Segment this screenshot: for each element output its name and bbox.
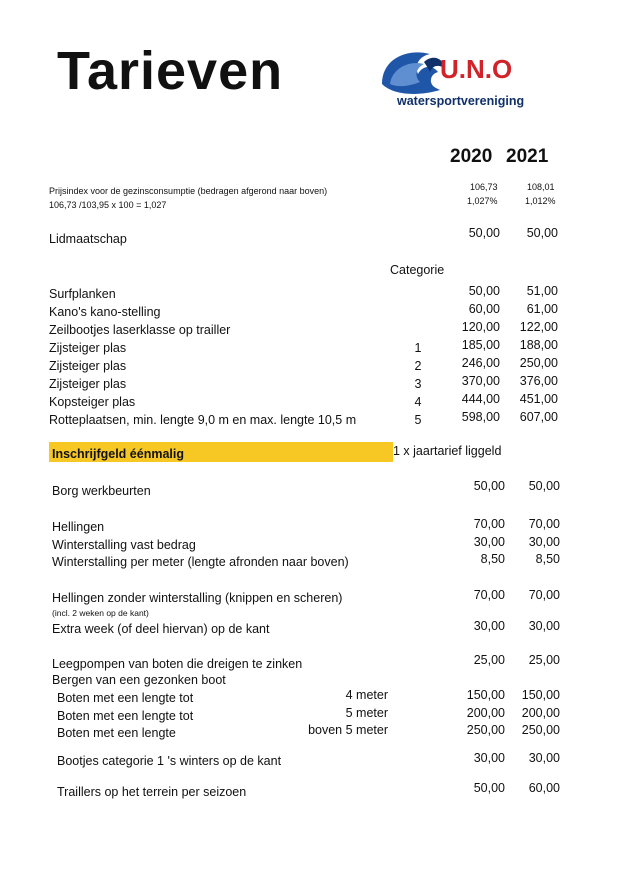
bootjes-2021: 30,00 [528, 751, 560, 765]
membership-2020: 50,00 [468, 226, 500, 240]
year-2021-header: 2021 [506, 146, 549, 167]
tariff-row-label: Zijsteiger plas [49, 377, 127, 391]
bergen-label: Bergen van een gezonken boot [52, 673, 226, 687]
tariff-row-category: 2 [414, 359, 422, 373]
tariff-row-label: Kopsteiger plas [49, 395, 136, 409]
extra-week-label: Extra week (of deel hiervan) op de kant [52, 622, 270, 636]
membership-label: Lidmaatschap [49, 232, 127, 246]
leegpompen-label: Leegpompen van boten die dreigen te zinken [52, 657, 303, 671]
leegpompen-2021: 25,00 [528, 653, 560, 667]
traillers-label: Traillers op het terrein per seizoen [57, 785, 247, 799]
tariff-row-label: Rotteplaatsen, min. lengte 9,0 m en max. lengte 10,5 m [49, 413, 357, 427]
leegpompen-2020: 25,00 [473, 653, 505, 667]
tariff-row-2020: 598,00 [461, 410, 500, 424]
tariff-row-2020: 246,00 [461, 356, 500, 370]
index-pct-2020: 1,027% [467, 196, 498, 206]
index-pct-2021: 1,012% [525, 196, 556, 206]
boat-row-2021: 250,00 [521, 723, 560, 737]
tariff-row-2021: 61,00 [526, 302, 558, 316]
hellingen-zonder-note: (incl. 2 weken op de kant) [52, 608, 149, 618]
logo-subtitle: watersportvereniging [397, 94, 525, 108]
storage-row-2021: 8,50 [535, 552, 560, 566]
bootjes-2020: 30,00 [473, 751, 505, 765]
storage-row-label: Hellingen [52, 520, 105, 534]
storage-row-2021: 70,00 [528, 517, 560, 531]
inschrijfgeld-value: 1 x jaartarief liggeld [393, 444, 502, 458]
tariff-row-label: Zijsteiger plas [49, 359, 127, 373]
tariff-row-2021: 451,00 [519, 392, 558, 406]
hellingen-zonder-label: Hellingen zonder winterstalling (knippen en scheren) [52, 591, 343, 605]
tariff-row-2021: 51,00 [526, 284, 558, 298]
storage-row-2021: 30,00 [528, 535, 560, 549]
membership-2021: 50,00 [526, 226, 558, 240]
tariff-row-2020: 370,00 [461, 374, 500, 388]
tariff-row-2021: 250,00 [519, 356, 558, 370]
page-title: Tarieven [57, 41, 284, 101]
index-label: Prijsindex voor de gezinsconsumptie (bedragen afgerond naar boven) [49, 186, 328, 196]
tariff-row-2021: 376,00 [519, 374, 558, 388]
tariff-row-category: 3 [414, 377, 422, 391]
storage-row-2020: 30,00 [473, 535, 505, 549]
storage-row-2020: 70,00 [473, 517, 505, 531]
index-2021: 108,01 [527, 182, 555, 192]
boat-row-label: Boten met een lengte tot [57, 691, 194, 705]
tariff-row-2020: 60,00 [468, 302, 500, 316]
storage-row-label: Winterstalling per meter (lengte afronden naar boven) [52, 555, 349, 569]
boat-row-label: Boten met een lengte [57, 726, 176, 740]
tariff-row-2020: 50,00 [468, 284, 500, 298]
tariff-row-category: 4 [414, 395, 422, 409]
boat-row-2021: 200,00 [521, 706, 560, 720]
traillers-2021: 60,00 [528, 781, 560, 795]
borg-2020: 50,00 [473, 479, 505, 493]
boat-row-size: boven 5 meter [308, 723, 388, 737]
boat-row-2020: 250,00 [466, 723, 505, 737]
boat-row-2021: 150,00 [521, 688, 560, 702]
tariff-row-label: Surfplanken [49, 287, 116, 301]
borg-2021: 50,00 [528, 479, 560, 493]
year-2020-header: 2020 [450, 146, 493, 167]
extra-week-2020: 30,00 [473, 619, 505, 633]
borg-label: Borg werkbeurten [52, 484, 151, 498]
tariff-row-2020: 120,00 [461, 320, 500, 334]
tariff-row-label: Zijsteiger plas [49, 341, 127, 355]
hellingen-zonder-2020: 70,00 [473, 588, 505, 602]
extra-week-2021: 30,00 [528, 619, 560, 633]
boat-row-2020: 200,00 [466, 706, 505, 720]
boat-row-2020: 150,00 [466, 688, 505, 702]
tariff-row-category: 1 [414, 341, 422, 355]
tariff-row-2021: 607,00 [519, 410, 558, 424]
tariff-row-2020: 444,00 [461, 392, 500, 406]
tariff-row-label: Zeilbootjes laserklasse op trailler [49, 323, 231, 337]
boat-row-label: Boten met een lengte tot [57, 709, 194, 723]
hellingen-zonder-2021: 70,00 [528, 588, 560, 602]
storage-row-label: Winterstalling vast bedrag [52, 538, 196, 552]
tariff-row-label: Kano's kano-stelling [49, 305, 161, 319]
traillers-2020: 50,00 [473, 781, 505, 795]
tariff-row-2021: 122,00 [519, 320, 558, 334]
uno-logo [380, 44, 560, 108]
tariff-row-category: 5 [414, 413, 422, 427]
index-2020: 106,73 [470, 182, 498, 192]
tariff-row-2020: 185,00 [461, 338, 500, 352]
index-formula: 106,73 /103,95 x 100 = 1,027 [49, 200, 167, 210]
logo-brand: U.N.O [440, 54, 513, 84]
inschrijfgeld-label: Inschrijfgeld éénmalig [52, 447, 184, 461]
boat-row-size: 4 meter [345, 688, 388, 702]
storage-row-2020: 8,50 [480, 552, 505, 566]
boat-row-size: 5 meter [345, 706, 388, 720]
tariff-row-2021: 188,00 [519, 338, 558, 352]
category-header: Categorie [390, 263, 445, 277]
bootjes-label: Bootjes categorie 1 's winters op de kant [57, 754, 282, 768]
